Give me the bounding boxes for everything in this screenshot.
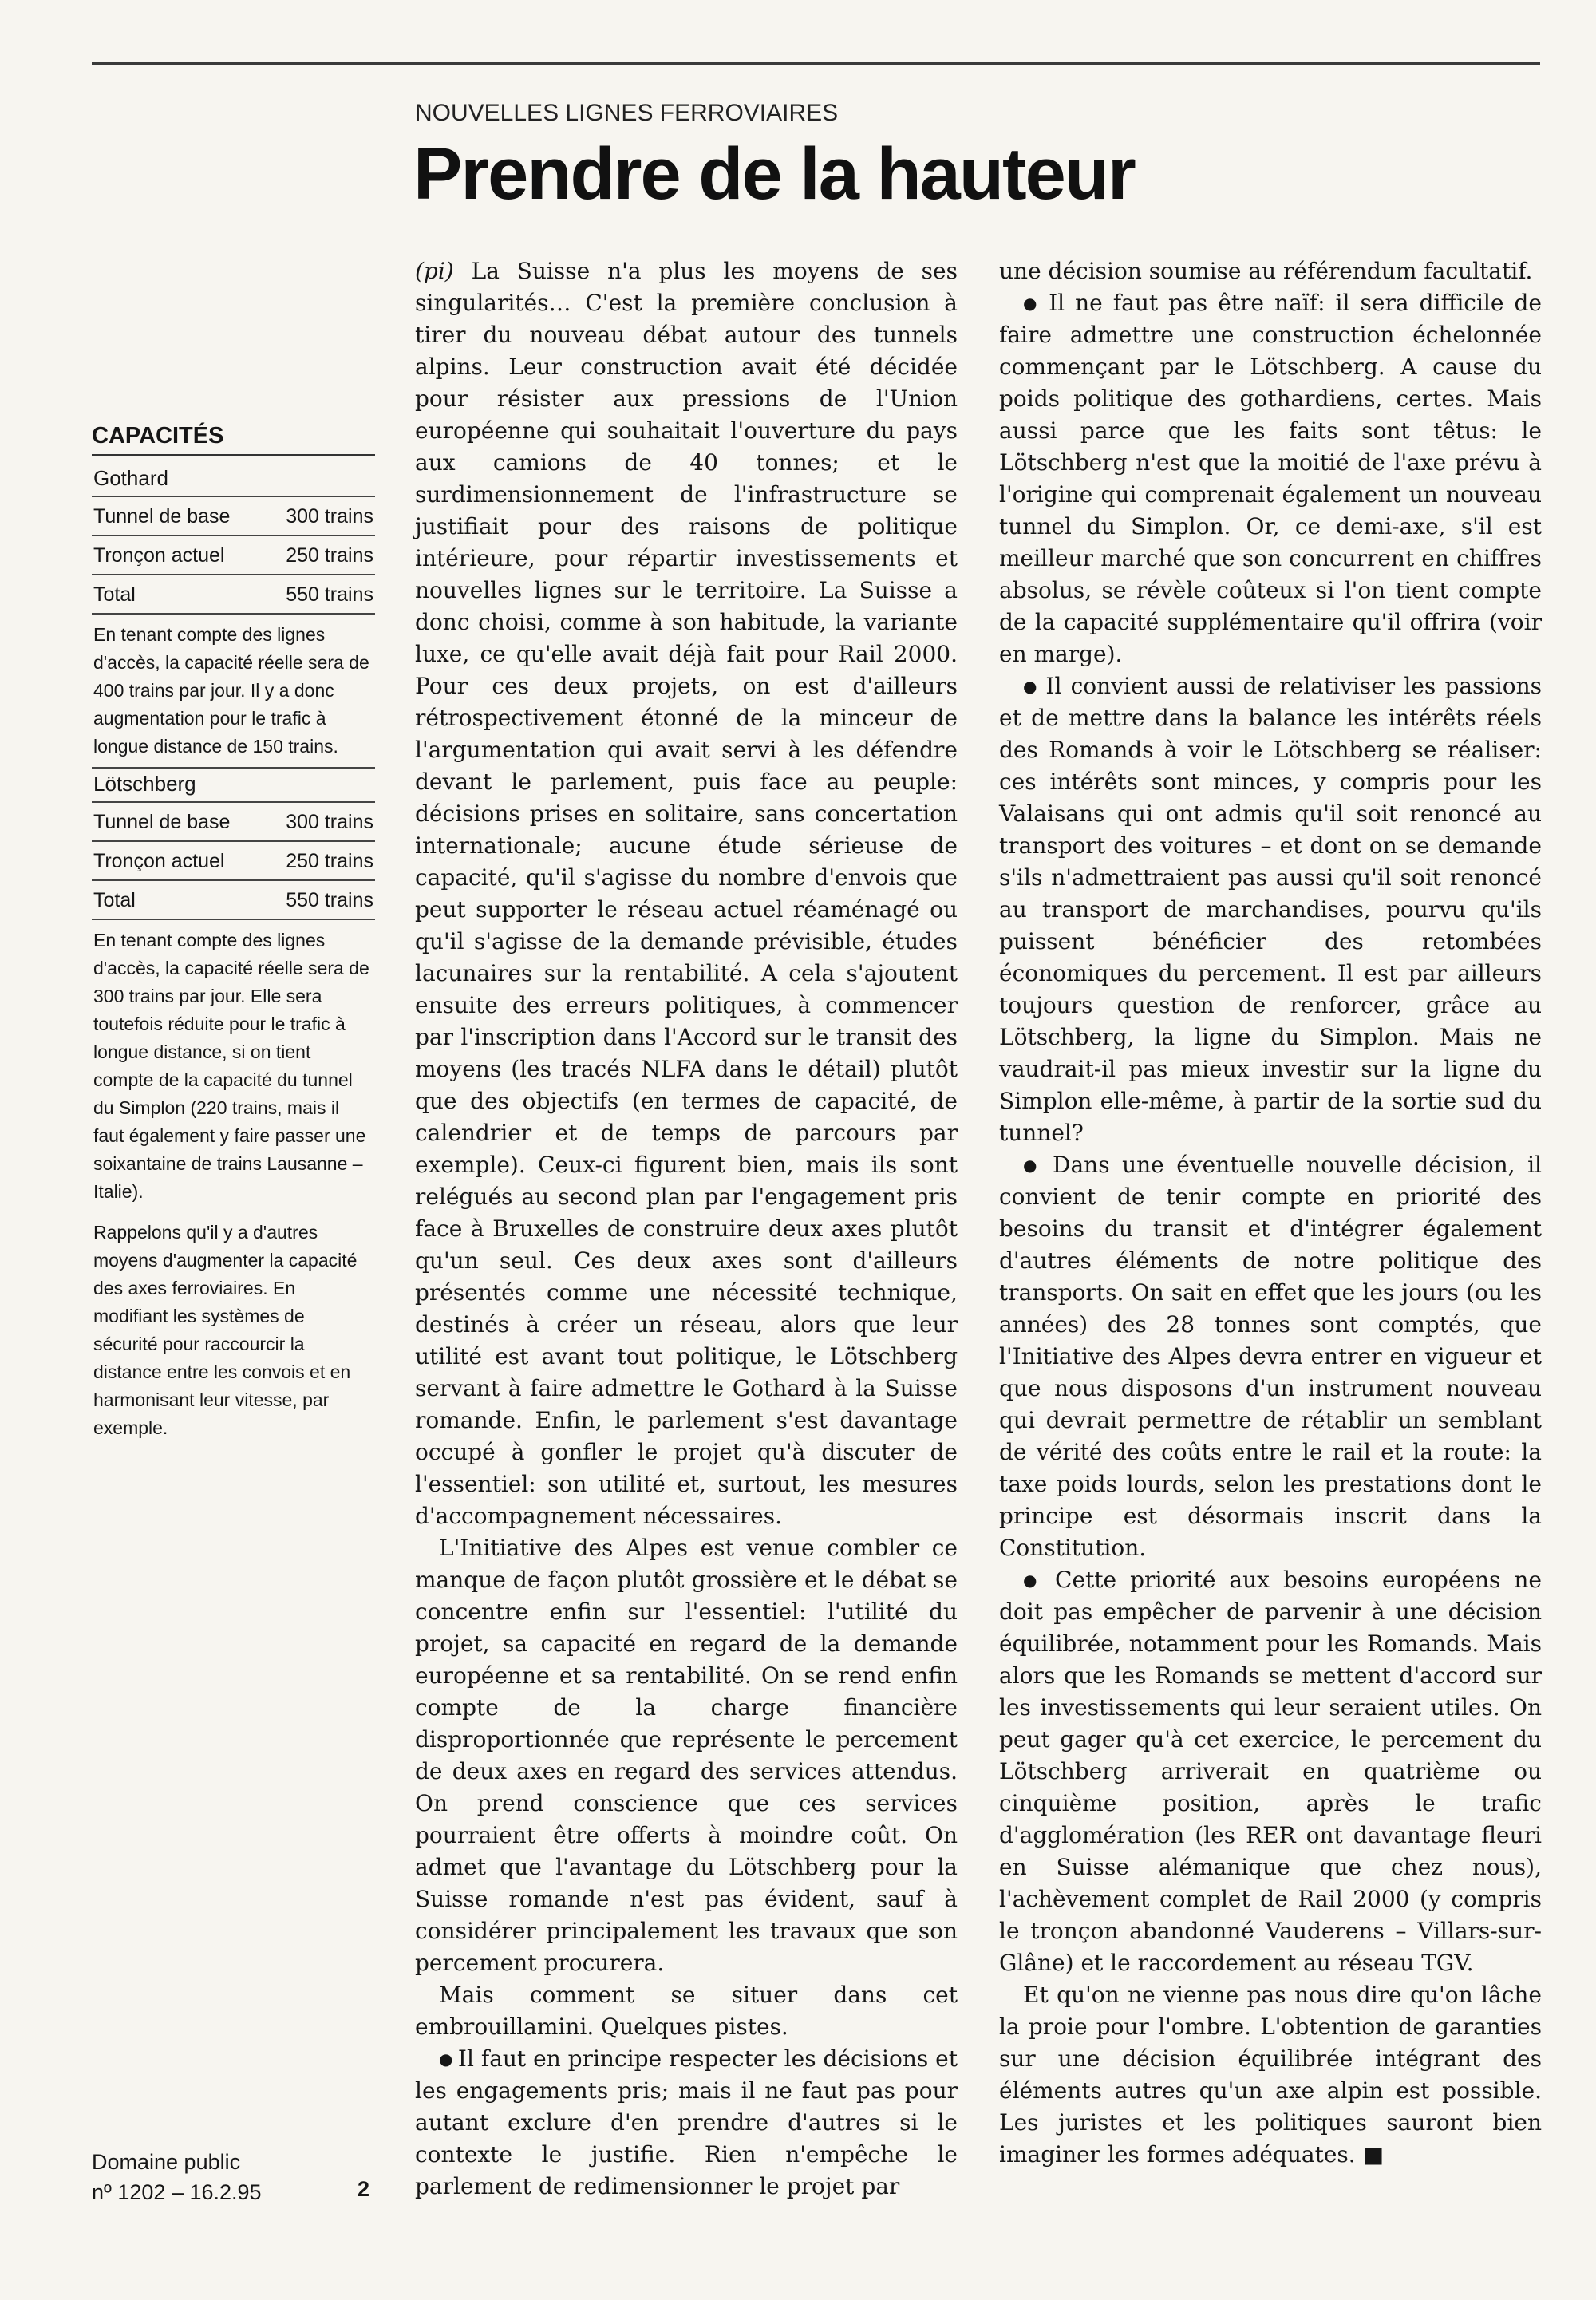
row-value: 550 trains: [286, 583, 373, 606]
page-number: 2: [358, 2177, 370, 2201]
paragraph-text: Cette priorité aux besoins européens ne doit pas empêcher de parvenir à une décision équilibrée, notamment pour les Romands. Mais alors que les Romands se mettent d'accord sur les investissements qui leur seraient utiles. On peut gager qu'à cet exercice, le percement du Lötschberg arriverait en quatrième ou cinquième position, après le trafic d'agglomération (les RER ont davantage fleuri en Suisse alémanique que chez nous), l'achèvement complet de Rail 2000 (y compris le tronçon abandonné Vauderens – Villars-sur-Glâne) et le raccordement au réseau TGV.: [999, 1567, 1542, 1976]
lotschberg-note: En tenant compte des lignes d'accès, la capacité réelle sera de 300 trains par jour. Elle sera toutefois réduite pour le trafic à longue distance, si on tient compte de la capacité du tunnel du Simplon (220 trains, mais il faut également y faire passer une soixantaine de trains Lausanne – Italie).: [93, 930, 369, 1202]
article-title: Prendre de la hauteur: [413, 133, 1135, 215]
paragraph-text: Et qu'on ne vienne pas nous dire qu'on lâche la proie pour l'ombre. L'obtention de garanties sur une décision équilibrée intégrant des éléments autres qu'un axe alpin est possible. Les juristes et les politiques sauront bien imaginer les formes adéquates. ■: [999, 1982, 1542, 2168]
issue-info: nº 1202 – 16.2.95: [92, 2180, 262, 2204]
paragraph: [999, 670, 1542, 1149]
kicker: NOUVELLES LIGNES FERROVIAIRES: [415, 100, 839, 126]
row-value: 550 trains: [286, 889, 373, 911]
bullet-icon: [1023, 1152, 1053, 1178]
sidebar-extra-note: Rappelons qu'il y a d'autres moyens d'augmenter la capacité des axes ferroviaires. En modifiant les systèmes de sécurité pour raccourcir la distance entre les convois et en harmonisant leur vitesse, par exemple.: [93, 1222, 358, 1438]
table-row: [92, 497, 375, 536]
section-lotschberg: Lötschberg: [92, 769, 375, 803]
table-row: [92, 842, 375, 881]
article-column-1: [415, 255, 958, 2203]
paragraph: [999, 1564, 1542, 1979]
table-row: [92, 803, 375, 842]
paragraph: [999, 287, 1542, 670]
paragraph: une décision soumise au référendum facultatif.: [999, 258, 1533, 284]
paragraph: [999, 1979, 1542, 2171]
row-label: Tunnel de base: [93, 505, 231, 528]
row-value: 300 trains: [286, 811, 373, 833]
top-rule: [92, 62, 1540, 65]
bullet-icon: [439, 2045, 458, 2072]
paragraph-text: La Suisse n'a plus les moyens de ses singularités… C'est la première conclusion à tirer du nouveau débat autour des tunnels alpins. Leur construction avait été décidée pour résister aux pressions de l'Union européenne qui souhaitait l'ouverture du pays aux camions de 40 tonnes; et le surdimensionnement de l'infrastructure se justifiait pour des raisons de politique intérieure, pour répartir investissements et nouvelles lignes sur le territoire. La Suisse a donc choisi, comme à son habitude, la variante luxe, ce qu'elle avait déjà fait pour Rail 2000. Pour ces deux projets, on est d'ailleurs rétrospectivement étonné de la minceur de l'argumentation qui avait servi à les défendre devant le parlement, puis face au peuple: décisions prises en solitaire, sans concertation internationale; aucune étude sérieuse de capacité, qu'il s'agisse du nombre d'envois que peut supporter le réseau actuel réaménagé ou qu'il s'agisse de la demande prévisible, études lacunaires sur la rentabilité. A cela s'ajoutent ensuite des erreurs politiques, à commencer par l'inscription dans l'Accord sur le transit des moyens (les tracés NLFA dans le détail) plutôt que des objectifs (en termes de capacité, de calendrier et de temps de parcours par exemple). Ceux-ci figurent bien, mais ils sont relégués au second plan par l'engagement pris face à Bruxelles de construire deux axes plutôt qu'un seul. Ces deux axes sont d'ailleurs présentés comme une nécessité technique, destinés à créer un réseau, alors que leur utilité est avant tout politique, le Lötschberg servant à faire admettre le Gothard à la Suisse romande. Enfin, le parlement s'est davantage occupé à gonfler le projet qu'à discuter de l'essentiel: son utilité et, surtout, les mesures d'accompagnement nécessaires.: [415, 258, 958, 1529]
article-column-2: [999, 255, 1542, 2171]
gothard-note: En tenant compte des lignes d'accès, la capacité réelle sera de 400 trains par jour. Il y a donc augmentation pour le trafic à longue distance de 150 trains.: [92, 615, 375, 769]
row-label: Tronçon actuel: [93, 544, 225, 567]
paragraph: L'Initiative des Alpes est venue combler ce manque de façon plutôt grossière et le débat se concentre enfin sur l'essentiel: l'utilité du projet, sa capacité en regard de la demande européenne et sa rentabilité. On se rend enfin compte de la charge financière disproportionnée que représente le percement de deux axes en regard des services attendus. On prend conscience que ces services pourraient être offerts à moindre coût. On admet que l'avantage du Lötschberg pour la Suisse romande n'est pas évident, sauf à considérer principalement les travaux que son percement procurera.: [415, 1535, 958, 1976]
row-label: Tunnel de base: [93, 811, 231, 833]
paragraph: [999, 1149, 1542, 1564]
row-value: 300 trains: [286, 505, 373, 528]
row-label: Tronçon actuel: [93, 850, 225, 872]
sidebar-capacities: [92, 423, 375, 1448]
table-row: [92, 575, 375, 615]
row-label: Total: [93, 583, 136, 606]
publication-name: Domaine public: [92, 2150, 241, 2174]
paragraph-text: Dans une éventuelle nouvelle décision, il convient de tenir compte en priorité des besoins du transit et d'intégrer également d'autres éléments de notre politique des transports. On sait en effet que les jours (ou les années) des 28 tonnes sont comptés, que l'Initiative des Alpes devra entrer en vigueur et que nous disposons d'un instrument nouveau qui devrait permettre de rétablir un semblant de vérité des coûts entre le rail et la route: la taxe poids lourds, selon les prestations dont le principe est désormais inscrit dans la Constitution.: [999, 1152, 1542, 1561]
paragraph: Mais comment se situer dans cet embrouillamini. Quelques pistes.: [415, 1982, 958, 2040]
paragraph: [415, 255, 958, 1532]
paragraph-text: Il ne faut pas être naïf: il sera difficile de faire admettre une construction échelonnée commençant par le Lötschberg. A cause du poids politique des gothardiens, certes. Mais aussi parce que les faits sont têtus: le Lötschberg n'est que la moitié de l'axe prévu à l'origine qui comprenait également un nouveau tunnel du Simplon. Or, ce demi-axe, s'il est meilleur marché que son concurrent en chiffres absolus, se révèle coûteux si l'on tient compte de la capacité supplémentaire qu'il offrira (voir en marge).: [999, 290, 1542, 667]
paragraph-text: Il convient aussi de relativiser les passions et de mettre dans la balance les intérêts réels des Romands à voir le Lötschberg se réaliser: ces intérêts sont minces, y compris pour les Valaisans qui ont admis qu'il soit renoncé au transport des voitures – et dont on se demande s'ils n'admettraient pas aussi qu'il soit renoncé au transport de marchandises, pourvu qu'ils puissent bénéficier des retombées économiques du percement. Il est par ailleurs toujours question de renforcer, grâce au Lötschberg, la ligne du Simplon. Mais ne vaudrait-il pas mieux investir sur la ligne du Simplon elle-même, à partir de la sortie sud du tunnel?: [999, 673, 1543, 1146]
bullet-icon: [1023, 673, 1045, 699]
table-row: [92, 881, 375, 920]
paragraph-text: Il faut en principe respecter les décisions et les engagements pris; mais il ne faut pas pour autant exclure d'en prendre d'autres si le contexte le justifie. Rien n'empêche le parlement de redimensionner le projet par: [415, 2045, 958, 2199]
table-row: [92, 536, 375, 575]
bullet-icon: [1023, 1567, 1055, 1593]
bullet-icon: [1023, 290, 1049, 316]
paragraph: [415, 2043, 958, 2203]
row-value: 250 trains: [286, 544, 373, 567]
section-gothard: Gothard: [92, 463, 375, 497]
row-label: Total: [93, 889, 136, 911]
byline: (pi): [415, 258, 454, 284]
sidebar-heading: CAPACITÉS: [92, 423, 375, 456]
footer: [92, 2147, 262, 2207]
row-value: 250 trains: [286, 850, 373, 872]
